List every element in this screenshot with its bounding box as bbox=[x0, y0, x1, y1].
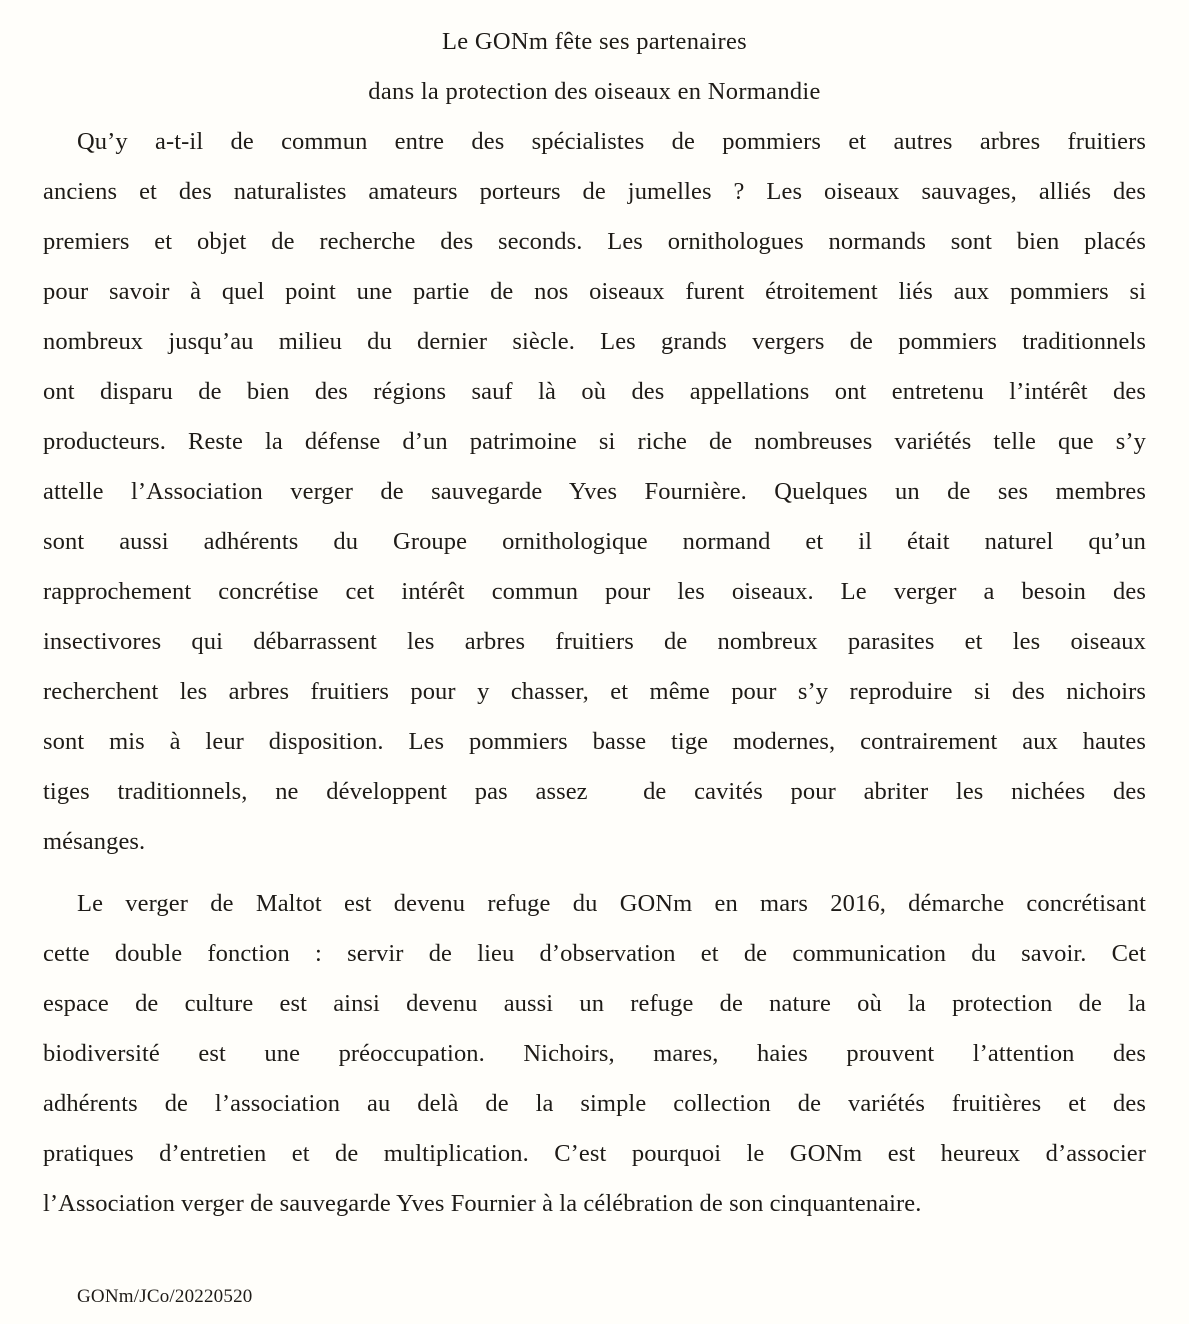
paragraph-2 bbox=[43, 879, 1146, 1229]
text-line: Qu’y a-t-il de commun entre des spécialistes de pommiers et autres arbres fruitiers bbox=[77, 128, 1146, 155]
text-line: sont aussi adhérents du Groupe ornithologique normand et il était naturel qu’un bbox=[43, 528, 1146, 555]
title-line-1: Le GONm fête ses partenaires bbox=[442, 28, 747, 55]
text-line: adhérents de l’association au delà de la simple collection de variétés fruitières et des bbox=[43, 1090, 1146, 1117]
title-line-2: dans la protection des oiseaux en Normandie bbox=[368, 78, 821, 105]
text-line: l’Association verger de sauvegarde Yves Fournier à la célébration de son cinquantenaire. bbox=[43, 1190, 922, 1217]
text-line: espace de culture est ainsi devenu aussi un refuge de nature où la protection de la bbox=[43, 990, 1146, 1017]
text-line: producteurs. Reste la défense d’un patrimoine si riche de nombreuses variétés telle que s’y bbox=[43, 428, 1146, 455]
text-line: biodiversité est une préoccupation. Nichoirs, mares, haies prouvent l’attention des bbox=[43, 1040, 1146, 1067]
text-line: nombreux jusqu’au milieu du dernier siècle. Les grands vergers de pommiers traditionnels bbox=[43, 328, 1146, 355]
text-line: recherchent les arbres fruitiers pour y chasser, et même pour s’y reproduire si des nichoirs bbox=[43, 678, 1146, 705]
text-line: pour savoir à quel point une partie de nos oiseaux furent étroitement liés aux pommiers si bbox=[43, 278, 1146, 305]
text-line: Le verger de Maltot est devenu refuge du GONm en mars 2016, démarche concrétisant bbox=[77, 890, 1146, 917]
text-line: anciens et des naturalistes amateurs porteurs de jumelles ? Les oiseaux sauvages, alliés des bbox=[43, 178, 1146, 205]
text-line: premiers et objet de recherche des seconds. Les ornithologues normands sont bien placés bbox=[43, 228, 1146, 255]
text-line: mésanges. bbox=[43, 828, 146, 855]
text-line: insectivores qui débarrassent les arbres fruitiers de nombreux parasites et les oiseaux bbox=[43, 628, 1146, 655]
document-title bbox=[43, 17, 1146, 117]
text-line: pratiques d’entretien et de multiplication. C’est pourquoi le GONm est heureux d’associer bbox=[43, 1140, 1146, 1167]
text-line: rapprochement concrétise cet intérêt commun pour les oiseaux. Le verger a besoin des bbox=[43, 578, 1146, 605]
text-line: cette double fonction : servir de lieu d’observation et de communication du savoir. Cet bbox=[43, 940, 1146, 967]
text-line: tiges traditionnels, ne développent pas assez de cavités pour abriter les nichées des bbox=[43, 778, 1146, 805]
text-line: ont disparu de bien des régions sauf là où des appellations ont entretenu l’intérêt des bbox=[43, 378, 1146, 405]
paragraph-1 bbox=[43, 117, 1146, 867]
document-reference: GONm/JCo/20220520 bbox=[77, 1286, 253, 1307]
document-content bbox=[43, 17, 1146, 1229]
text-line: attelle l’Association verger de sauvegarde Yves Fournière. Quelques un de ses membres bbox=[43, 478, 1146, 505]
text-line: sont mis à leur disposition. Les pommiers basse tige modernes, contrairement aux hautes bbox=[43, 728, 1146, 755]
